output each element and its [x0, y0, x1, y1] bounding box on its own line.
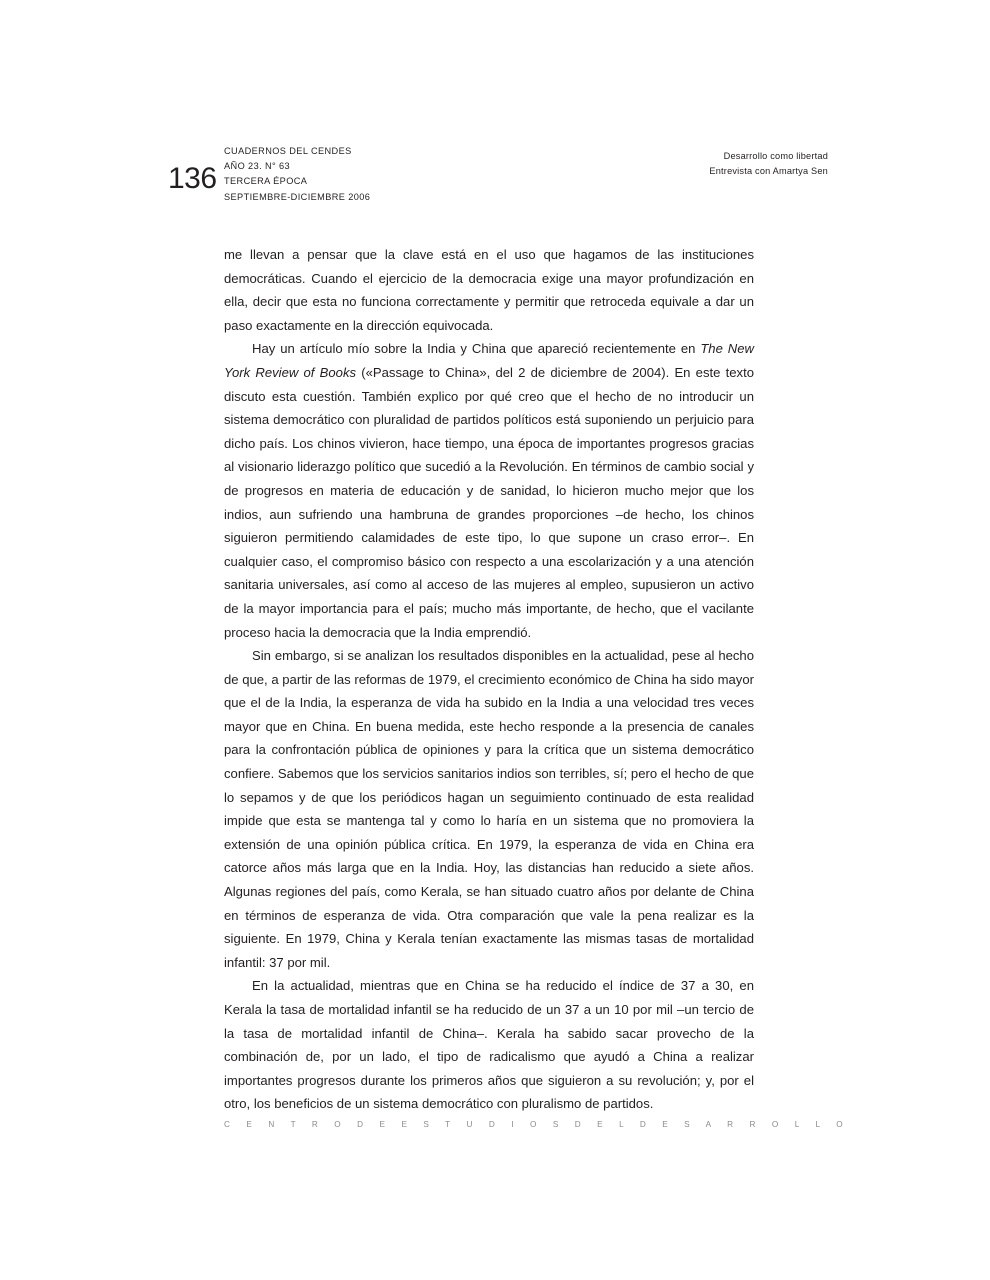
journal-date: SEPTIEMBRE-DICIEMBRE 2006 [224, 191, 371, 202]
article-subtitle: Entrevista con Amartya Sen [709, 165, 828, 176]
article-title: Desarrollo como libertad [723, 151, 828, 161]
paragraph-4: En la actualidad, mientras que en China se ha reducido el índice de 37 a 30, en Kerala la tasa de mortalidad infantil se ha reducido de un 37 a un 10 por mil –un tercio de la tasa de mortalidad infantil de China–. Kerala ha sabido sacar provecho de la combinación de, por un lado, el tipo de radicalismo que ayudó a China a realizar importantes progresos durante los primeros años que siguieron a su revolución; y, por el otro, los beneficios de un sistema democrático con pluralismo de partidos. [224, 978, 754, 1112]
page-number: 136 [168, 162, 217, 195]
journal-title: CUADERNOS DEL CENDES [224, 146, 352, 156]
body-text [224, 243, 754, 1116]
paragraph-2-part-a: Hay un artículo mío sobre la India y China que apareció recientemente en [252, 341, 701, 357]
journal-year-issue: AÑO 23. N° 63 [224, 161, 291, 172]
paragraph-1: me llevan a pensar que la clave está en el uso que hagamos de las instituciones democráticas. Cuando el ejercicio de la democracia exige una mayor profundización en ella, decir que esta no funciona correctamente y permitir que retroceda equivale a dar un paso exactamente en la dirección equivocada. [224, 247, 754, 333]
paragraph-2-part-b: («Passage to China», del 2 de diciembre de 2004). En este texto discuto esta cuestión. También explico por qué creo que el hecho de no introducir un sistema democrático con pluralidad de partidos políticos está suponiendo un perjuicio para dicho país. Los chinos vivieron, hace tiempo, una época de importantes progresos gracias al visionario liderazgo político que sucedió a la Revolución. En términos de cambio social y de progresos en materia de educación y de sanidad, lo hicieron mucho mejor que los indios, aun sufriendo una hambruna de grandes proporciones –de hecho, los chinos siguieron permitiendo calamidades de este tipo, lo que supone un craso error–. En cualquier caso, el compromiso básico con respecto a una escolarización y a una atención sanitaria universales, así como al acceso de las mujeres al empleo, supusieron un activo de la mayor importancia para el país; mucho más importante, de hecho, que el vacilante proceso hacia la democracia que la India emprendió. [224, 364, 754, 640]
journal-masthead [224, 144, 370, 205]
page-header [168, 144, 828, 208]
book-title-italic: The New York Review of Books [224, 341, 754, 380]
running-head [709, 149, 828, 178]
journal-epoch: TERCERA ÉPOCA [224, 176, 308, 187]
paragraph-3: Sin embargo, si se analizan los resultados disponibles en la actualidad, pese al hecho de que, a partir de las reformas de 1979, el crecimiento económico de China ha sido mayor que el de la India, la esperanza de vida ha subido en la India a una velocidad tres veces mayor que en China. En buena medida, este hecho responde a la presencia de canales para la confrontación pública de opiniones y para la crítica que un sistema democrático confiere. Sabemos que los servicios sanitarios indios son terribles, sí; pero el hecho de que lo sepamos y de que los periódicos hagan un seguimiento continuado de esta realidad impide que esta se mantenga tal y como lo haría en un sistema que no promoviera la extensión de una opinión pública crítica. En 1979, la esperanza de vida en China era catorce años más larga que en la India. Hoy, las distancias han reducido a siete años. Algunas regiones del país, como Kerala, se han situado cuatro años por delante de China en términos de esperanza de vida. Otra comparación que vale la pena realizar es la siguiente. En 1979, China y Kerala tenían exactamente las mismas tasas de mortalidad infantil: 37 por mil. [224, 648, 754, 970]
page-footer: C E N T R O D E E S T U D I O S D E L D E S A R R O L L O [224, 1120, 850, 1129]
paragraph-2 [224, 337, 754, 644]
